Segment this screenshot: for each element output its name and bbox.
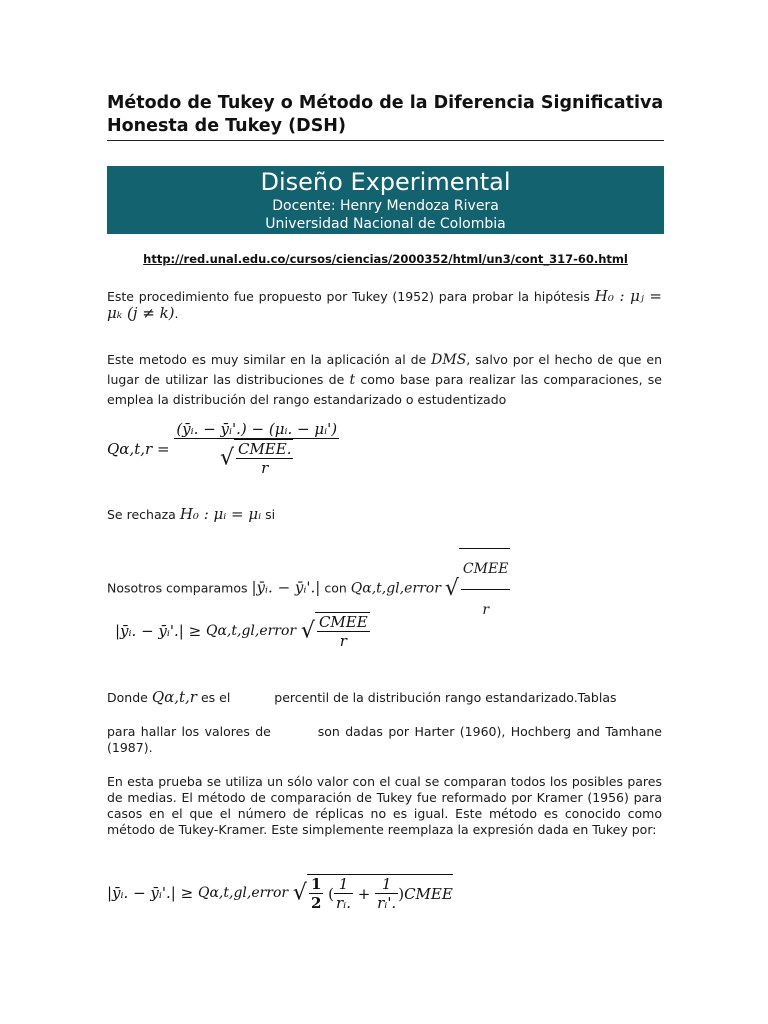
intro-text: Este procedimiento fue propuesto por Tukey (1952) para probar la hipótesis bbox=[107, 289, 590, 304]
reject-formula: H₀ : μᵢ = μᵢ bbox=[179, 505, 262, 523]
tables-b: son dadas por Harter (1960), Hochberg and Tamhane (1987). bbox=[107, 724, 662, 755]
donde-b: es el bbox=[200, 690, 231, 705]
compare-mid: con bbox=[324, 580, 347, 596]
donde-q: Qα,t,r bbox=[151, 688, 197, 706]
reject-text: Se rechaza bbox=[107, 507, 176, 522]
ineq2-q: Qα,t,gl,error bbox=[197, 885, 289, 901]
method-text-c: como base para realizar las comparaciones, se emplea la distribución del rango estandarizado o estudentizado bbox=[107, 372, 662, 407]
compare-text: Nosotros comparamos bbox=[107, 580, 248, 596]
q-lhs: Qα,t,r bbox=[107, 439, 153, 458]
ineq2-sqrt: √ $\frac{1}{2}$ ( $\frac{1}{\text{rᵢ.}}$ + $\frac{1}{\text{rᵢ'.}}$ )CMEE bbox=[292, 875, 453, 912]
q-den-den: r bbox=[261, 459, 269, 477]
ineq2-half-den: 2 bbox=[310, 894, 322, 912]
equals-sign: = bbox=[156, 439, 170, 458]
inequality-2 bbox=[107, 874, 453, 912]
inequality-1 bbox=[115, 612, 370, 650]
page-title: Método de Tukey o Método de la Diferencia Significativa Honesta de Tukey (DSH) bbox=[107, 93, 664, 136]
donde-line bbox=[107, 686, 662, 709]
compare-den: r bbox=[482, 602, 490, 618]
q-denominator bbox=[174, 439, 339, 477]
tables-paragraph bbox=[107, 724, 662, 756]
ineq2-r1-num: 1 bbox=[334, 875, 353, 894]
intro-paragraph bbox=[107, 288, 662, 322]
source-link[interactable]: http://red.unal.edu.co/cursos/ciencias/2000352/html/un3/cont_317-60.html bbox=[143, 252, 628, 266]
t-symbol: t bbox=[349, 372, 356, 388]
ineq2-half-num: 1 bbox=[310, 875, 322, 893]
reject-end: si bbox=[265, 507, 276, 522]
ineq1-sqrt: √ $\frac{\text{CMEE}}{r}$ bbox=[300, 613, 368, 650]
ineq2-r1-den: rᵢ. bbox=[336, 894, 351, 912]
ineq1-q: Qα,t,gl,error bbox=[205, 623, 297, 639]
dms-symbol: DMS bbox=[431, 352, 467, 368]
ineq2-r2-den: rᵢ'. bbox=[377, 894, 397, 912]
q-statistic-formula bbox=[107, 420, 339, 477]
course-banner bbox=[107, 166, 664, 234]
ineq1-lhs: |ȳᵢ. − ȳᵢ'.| ≥ bbox=[115, 622, 202, 640]
tukey-kramer-paragraph: En esta prueba se utiliza un sólo valor con el cual se comparan todos los posibles pares de medias. El método de comparación de Tukey fue reformado por Kramer (1956) para casos en el que el número de réplicas no es igual. Este método es conocido como método de Tukey-Kramer. Este simplemente reemplaza la expresión dada en Tukey por: bbox=[107, 774, 662, 837]
ineq1-num: CMEE bbox=[318, 613, 368, 631]
compare-sqrt: √ $\frac{\text{CMEE}}{r}$ bbox=[445, 548, 511, 630]
ineq2-r2-num: 1 bbox=[375, 875, 398, 894]
title-divider bbox=[107, 140, 664, 141]
sqrt-symbol: √ $\frac{\text{CMEE.}}{r}$ bbox=[219, 440, 292, 477]
q-fraction bbox=[174, 420, 339, 477]
method-text-a: Este metodo es muy similar en la aplicación al de bbox=[107, 352, 427, 367]
q-numerator: (ȳᵢ. − ȳᵢ'.) − (μᵢ. − μᵢ') bbox=[176, 420, 338, 438]
ineq2-tail: CMEE bbox=[404, 884, 453, 903]
intro-end: . bbox=[174, 306, 179, 321]
donde-a: Donde bbox=[107, 690, 148, 705]
compare-num: CMEE bbox=[461, 549, 511, 590]
banner-teacher: Docente: Henry Mendoza Rivera bbox=[272, 198, 499, 214]
banner-university: Universidad Nacional de Colombia bbox=[265, 216, 506, 232]
method-paragraph bbox=[107, 350, 662, 409]
ineq2-lhs: |ȳᵢ. − ȳᵢ'.| ≥ bbox=[107, 884, 194, 902]
ineq1-den: r bbox=[339, 632, 347, 650]
reject-line bbox=[107, 506, 662, 523]
donde-c: percentil de la distribución rango estandarizado.Tablas bbox=[274, 690, 617, 705]
compare-q: Qα,t,gl,error bbox=[350, 580, 441, 597]
hypothesis-formula: H₀ : μⱼ = μₖ (j ≠ k) bbox=[107, 287, 662, 322]
banner-title: Diseño Experimental bbox=[260, 168, 511, 196]
tables-a: para hallar los valores de bbox=[107, 724, 271, 739]
q-den-num: CMEE. bbox=[237, 440, 292, 458]
method-text-b: , salvo por el hecho de que en lugar de utilizar las distribuciones de bbox=[107, 352, 663, 387]
compare-lhs: |ȳᵢ. − ȳᵢ'.| bbox=[251, 578, 321, 597]
